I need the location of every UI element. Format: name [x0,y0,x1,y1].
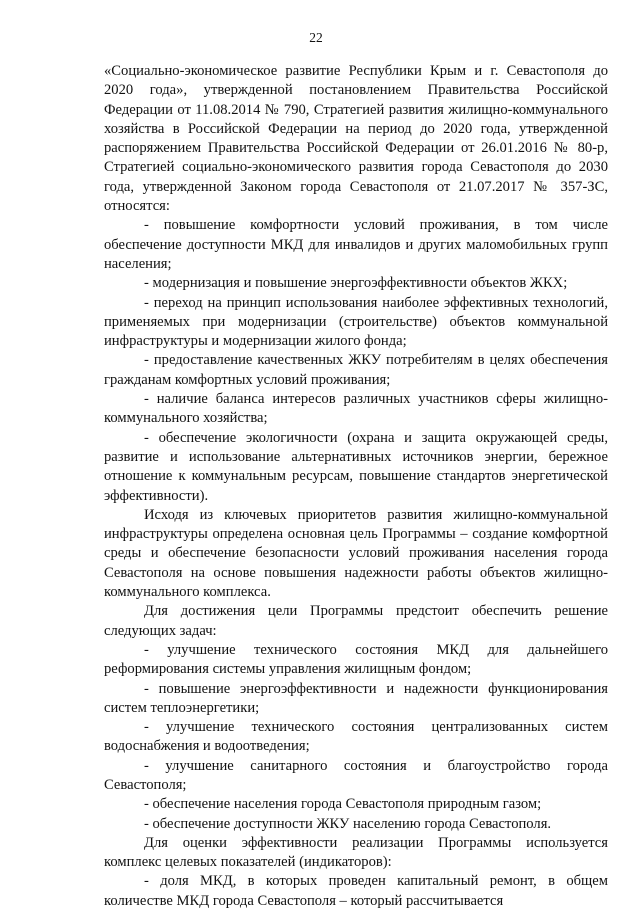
paragraph: Для достижения цели Программы предстоит обеспечить решение следующих задач: [104,603,608,639]
paragraph: - обеспечение экологичности (охрана и защита окружающей среды, развитие и использование альтернативных источников энергии, бережное отношение к коммунальным ресурсам, повышение стандартов энергетической эффективности). [104,429,608,504]
paragraph: - повышение энергоэффективности и надежности функционирования систем теплоэнергетики; [104,680,608,716]
paragraph: - обеспечение доступности ЖКУ населению города Севастополя. [144,815,552,832]
paragraph: - предоставление качественных ЖКУ потребителям в целях обеспечения гражданам комфортных условий проживания; [104,352,608,388]
page-number: 22 [309,30,323,45]
paragraph: - повышение комфортности условий проживания, в том числе обеспечение доступности МКД для инвалидов и других маломобильных групп населения; [104,217,608,272]
paragraph: - улучшение технического состояния МКД для дальнейшего реформирования системы управления жилищным фондом; [104,641,608,678]
paragraph: - модернизация и повышение энергоэффективности объектов ЖКХ; [144,275,568,292]
paragraph: - улучшение санитарного состояния и благоустройство города Севастополя; [104,757,608,793]
document-body [104,62,608,911]
paragraph: - обеспечение населения города Севастополя природным газом; [144,796,542,813]
paragraph: - переход на принцип использования наиболее эффективных технологий, применяемых при модернизации (строительстве) объектов коммунальной инфраструктуры и модернизации жилого фонда; [104,294,608,350]
paragraph: Исходя из ключевых приоритетов развития жилищно-коммунальной инфраструктуры определена основная цель Программы – создание комфортной среды и обеспечение безопасности условий проживания населения города Севастополя на основе повышения надежности работы объектов жилищно-коммунального комплекса. [104,506,608,601]
paragraph: - улучшение технического состояния централизованных систем водоснабжения и водоотведения; [104,719,608,755]
paragraph: Для оценки эффективности реализации Программы используется комплекс целевых показателей (индикаторов): [104,834,608,871]
paragraph: - наличие баланса интересов различных участников сферы жилищно-коммунального хозяйства; [104,391,608,427]
paragraph: «Социально-экономическое развитие Республики Крым и г. Севастополя до 2020 года», утвержденной постановлением Правительства Российской Федерации от 11.08.2014 № 790, Стратегией развития жилищно-коммунального хозяйства в Российской Федерации на период до 2020 года, утвержденной распоряжением Правительства Российской Федерации от 26.01.2016 № 80-р, Стратегией социально-экономического развития города Севастополя до 2030 года, утвержденной Законом города Севастополя от 21.07.2017 № 357-ЗС, относятся: [104,63,608,215]
paragraph: - доля МКД, в которых проведен капитальный ремонт, в общем количестве МКД города Севастополя – который рассчитывается [104,873,608,909]
